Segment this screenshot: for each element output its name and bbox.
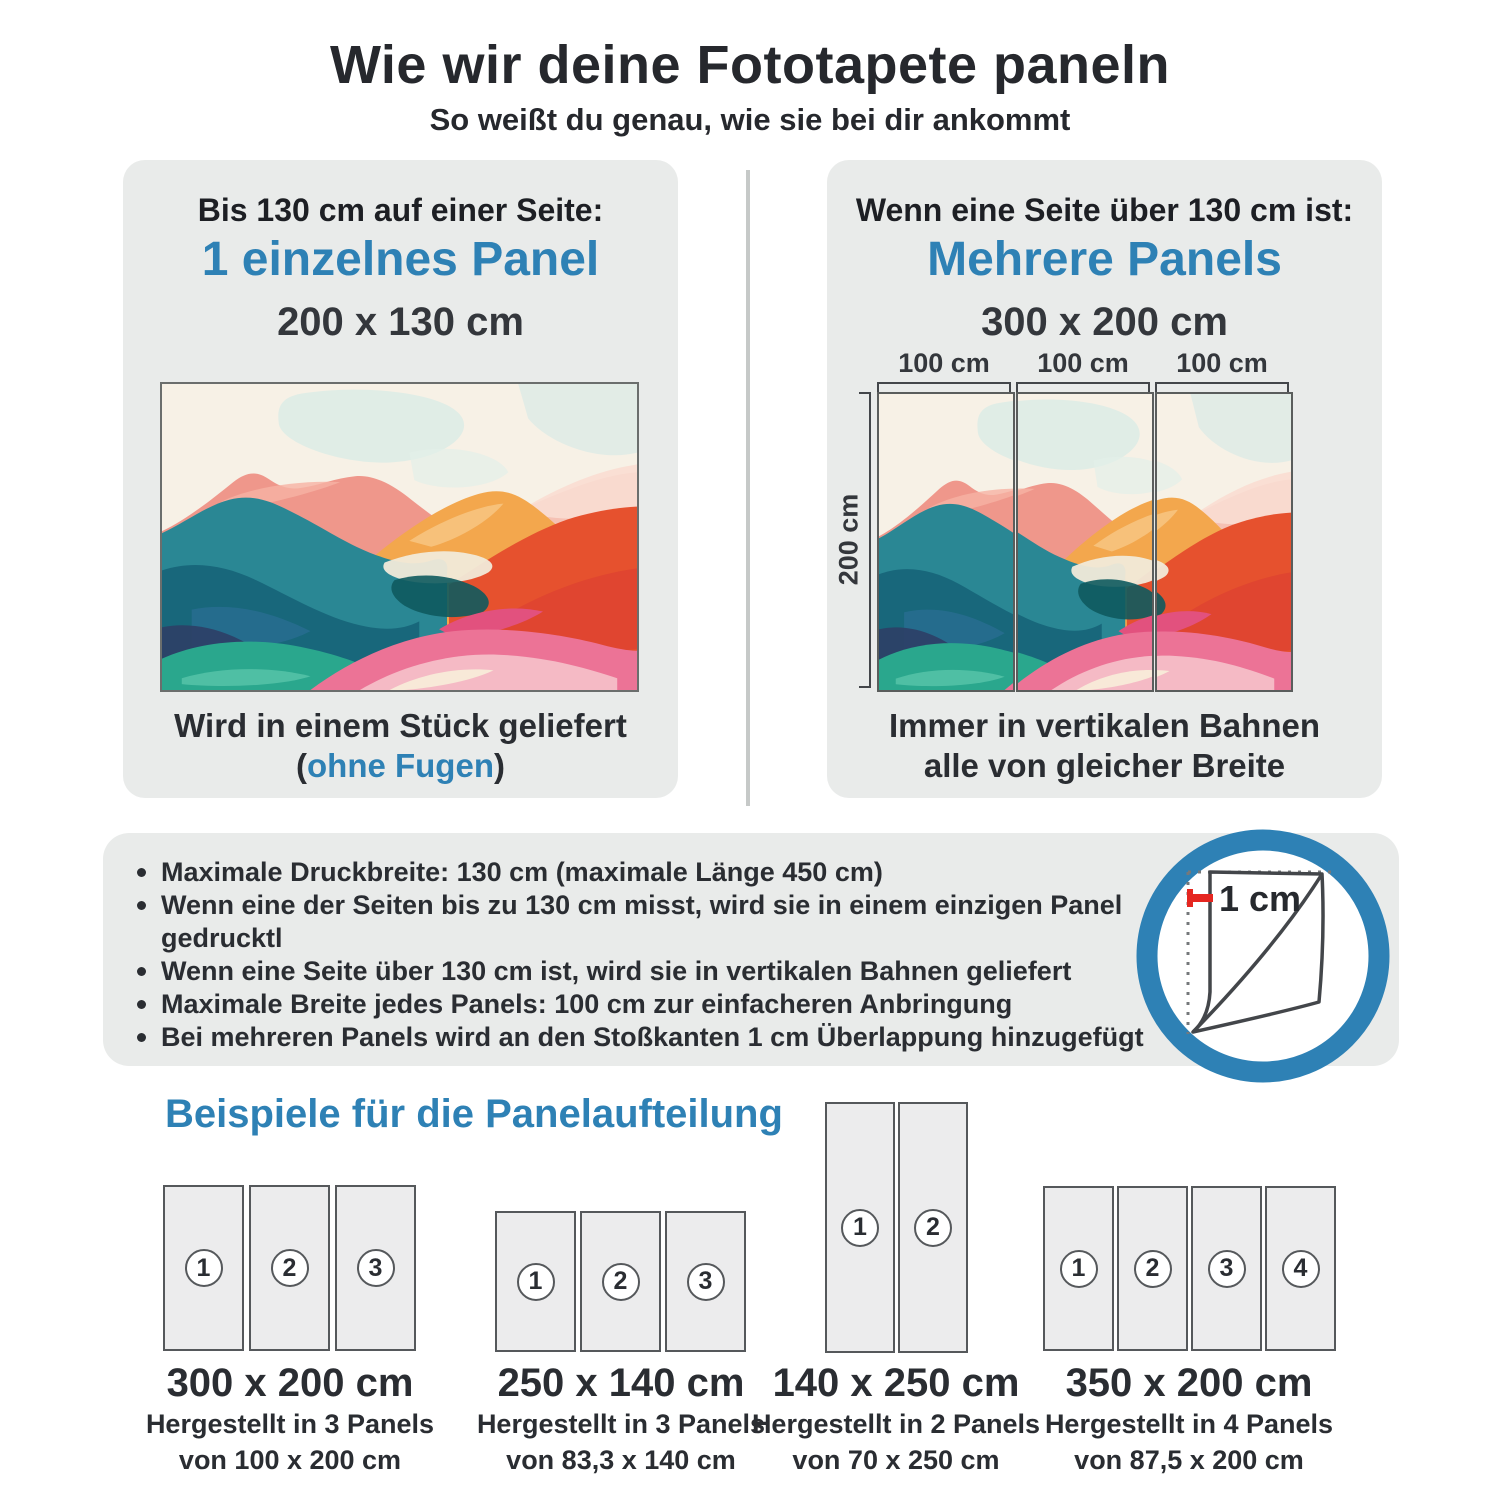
panel-number: 1 [1060, 1250, 1098, 1288]
panel [580, 1211, 661, 1352]
wallpaper-strip-1 [877, 392, 1015, 692]
panel [1191, 1186, 1262, 1351]
example-detail-2: von 100 x 200 cm [178, 1445, 402, 1475]
panel [825, 1102, 895, 1353]
single-panel-caption-line1: Wird in einem Stück geliefert [174, 707, 627, 744]
multi-panel-subheading: Mehrere Panels [927, 233, 1282, 286]
panel-number: 2 [271, 1249, 309, 1287]
multi-panel-heading: Wenn eine Seite über 130 cm ist: [855, 192, 1354, 228]
multi-panel-card [827, 160, 1382, 798]
single-panel-card [123, 160, 678, 798]
single-panel-dimensions: 200 x 130 cm [277, 300, 524, 344]
example-detail-2: von 83,3 x 140 cm [506, 1445, 736, 1475]
panel-number: 3 [1208, 1250, 1246, 1288]
single-panel-caption-line2 [123, 746, 678, 786]
multi-panel-caption-line2: alle von gleicher Breite [923, 747, 1286, 784]
width-label-3: 100 cm [1176, 348, 1268, 378]
wallpaper-strip-3 [1155, 392, 1293, 692]
example-350x200 [1014, 1186, 1364, 1496]
panel-number: 3 [687, 1263, 725, 1301]
panel-number: 2 [914, 1209, 952, 1247]
panel [1043, 1186, 1114, 1351]
panel-number: 2 [1134, 1250, 1172, 1288]
example-detail-1: Hergestellt in 4 Panels [1044, 1409, 1334, 1439]
page-subtitle: So weißt du genau, wie sie bei dir ankommt [429, 102, 1071, 137]
wallpaper-strip-2 [1016, 392, 1154, 692]
example-text [115, 1360, 465, 1478]
panel [1265, 1186, 1336, 1351]
watercolor-strip-1 [879, 394, 1013, 690]
vertical-divider [746, 170, 750, 806]
single-panel-heading: Bis 130 cm auf einer Seite: [197, 192, 604, 228]
page-title: Wie wir deine Fototapete paneln [329, 35, 1171, 95]
overlap-badge-icon [1133, 826, 1393, 1086]
example-300x200 [115, 1185, 465, 1495]
caption-highlight: ohne Fugen [307, 747, 494, 784]
panel-row [163, 1185, 465, 1351]
example-size: 350 x 200 cm [1065, 1361, 1313, 1405]
panel-number: 1 [517, 1263, 555, 1301]
width-bracket-2 [1016, 382, 1150, 392]
height-label: 200 cm [833, 493, 864, 586]
bullet-item: Wenn eine der Seiten bis zu 130 cm misst, wird sie in einem einzigen Panel [135, 889, 1195, 922]
multi-panel-dimensions: 300 x 200 cm [981, 300, 1228, 344]
panel-number: 4 [1282, 1250, 1320, 1288]
width-bracket-3 [1155, 382, 1289, 392]
panel [495, 1211, 576, 1352]
bullet-item: Maximale Druckbreite: 130 cm (maximale Länge 450 cm) [135, 856, 1195, 889]
panel-row [1043, 1186, 1364, 1351]
height-measure-line [869, 392, 871, 688]
bullet-item-continuation: gedrucktl [161, 923, 283, 953]
example-detail-1: Hergestellt in 3 Panels [476, 1409, 766, 1439]
example-size: 300 x 200 cm [166, 1361, 414, 1405]
example-detail-2: von 87,5 x 200 cm [1074, 1445, 1304, 1475]
width-bracket-1 [877, 382, 1011, 392]
multi-panel-caption-line1: Immer in vertikalen Bahnen [889, 707, 1320, 744]
panel [163, 1185, 244, 1351]
example-detail-2: von 70 x 250 cm [792, 1445, 1000, 1475]
single-panel-subheading: 1 einzelnes Panel [201, 233, 600, 286]
bullet-item: Maximale Breite jedes Panels: 100 cm zur einfacheren Anbringung [135, 988, 1195, 1021]
panel-number: 2 [602, 1263, 640, 1301]
panel [1117, 1186, 1188, 1351]
panel [249, 1185, 330, 1351]
examples-heading: Beispiele für die Panelaufteilung [165, 1092, 783, 1136]
width-label-2: 100 cm [1037, 348, 1129, 378]
example-size: 250 x 140 cm [497, 1361, 745, 1405]
panel [335, 1185, 416, 1351]
watercolor-strip-2 [1018, 394, 1152, 690]
panel-number: 3 [357, 1249, 395, 1287]
width-label-1: 100 cm [898, 348, 990, 378]
paren-close: ) [493, 747, 505, 784]
example-detail-1: Hergestellt in 2 Panels [751, 1409, 1041, 1439]
watercolor-artwork [162, 384, 637, 690]
bullet-item: Bei mehreren Panels wird an den Stoßkanten 1 cm Überlappung hinzugefügt [135, 1021, 1195, 1054]
panel-number: 1 [185, 1249, 223, 1287]
panel-number: 1 [841, 1209, 879, 1247]
panel [898, 1102, 968, 1353]
overlap-label: 1 cm [1219, 878, 1302, 919]
example-text [1014, 1360, 1364, 1478]
paren-open: ( [296, 747, 307, 784]
bullet-item: Wenn eine Seite über 130 cm ist, wird sie in vertikalen Bahnen geliefert [135, 955, 1195, 988]
wallpaper-image-single [160, 382, 639, 692]
example-size: 140 x 250 cm [772, 1361, 1020, 1405]
example-detail-1: Hergestellt in 3 Panels [145, 1409, 435, 1439]
watercolor-strip-3 [1157, 394, 1291, 690]
info-bullet-list [135, 856, 1195, 1054]
